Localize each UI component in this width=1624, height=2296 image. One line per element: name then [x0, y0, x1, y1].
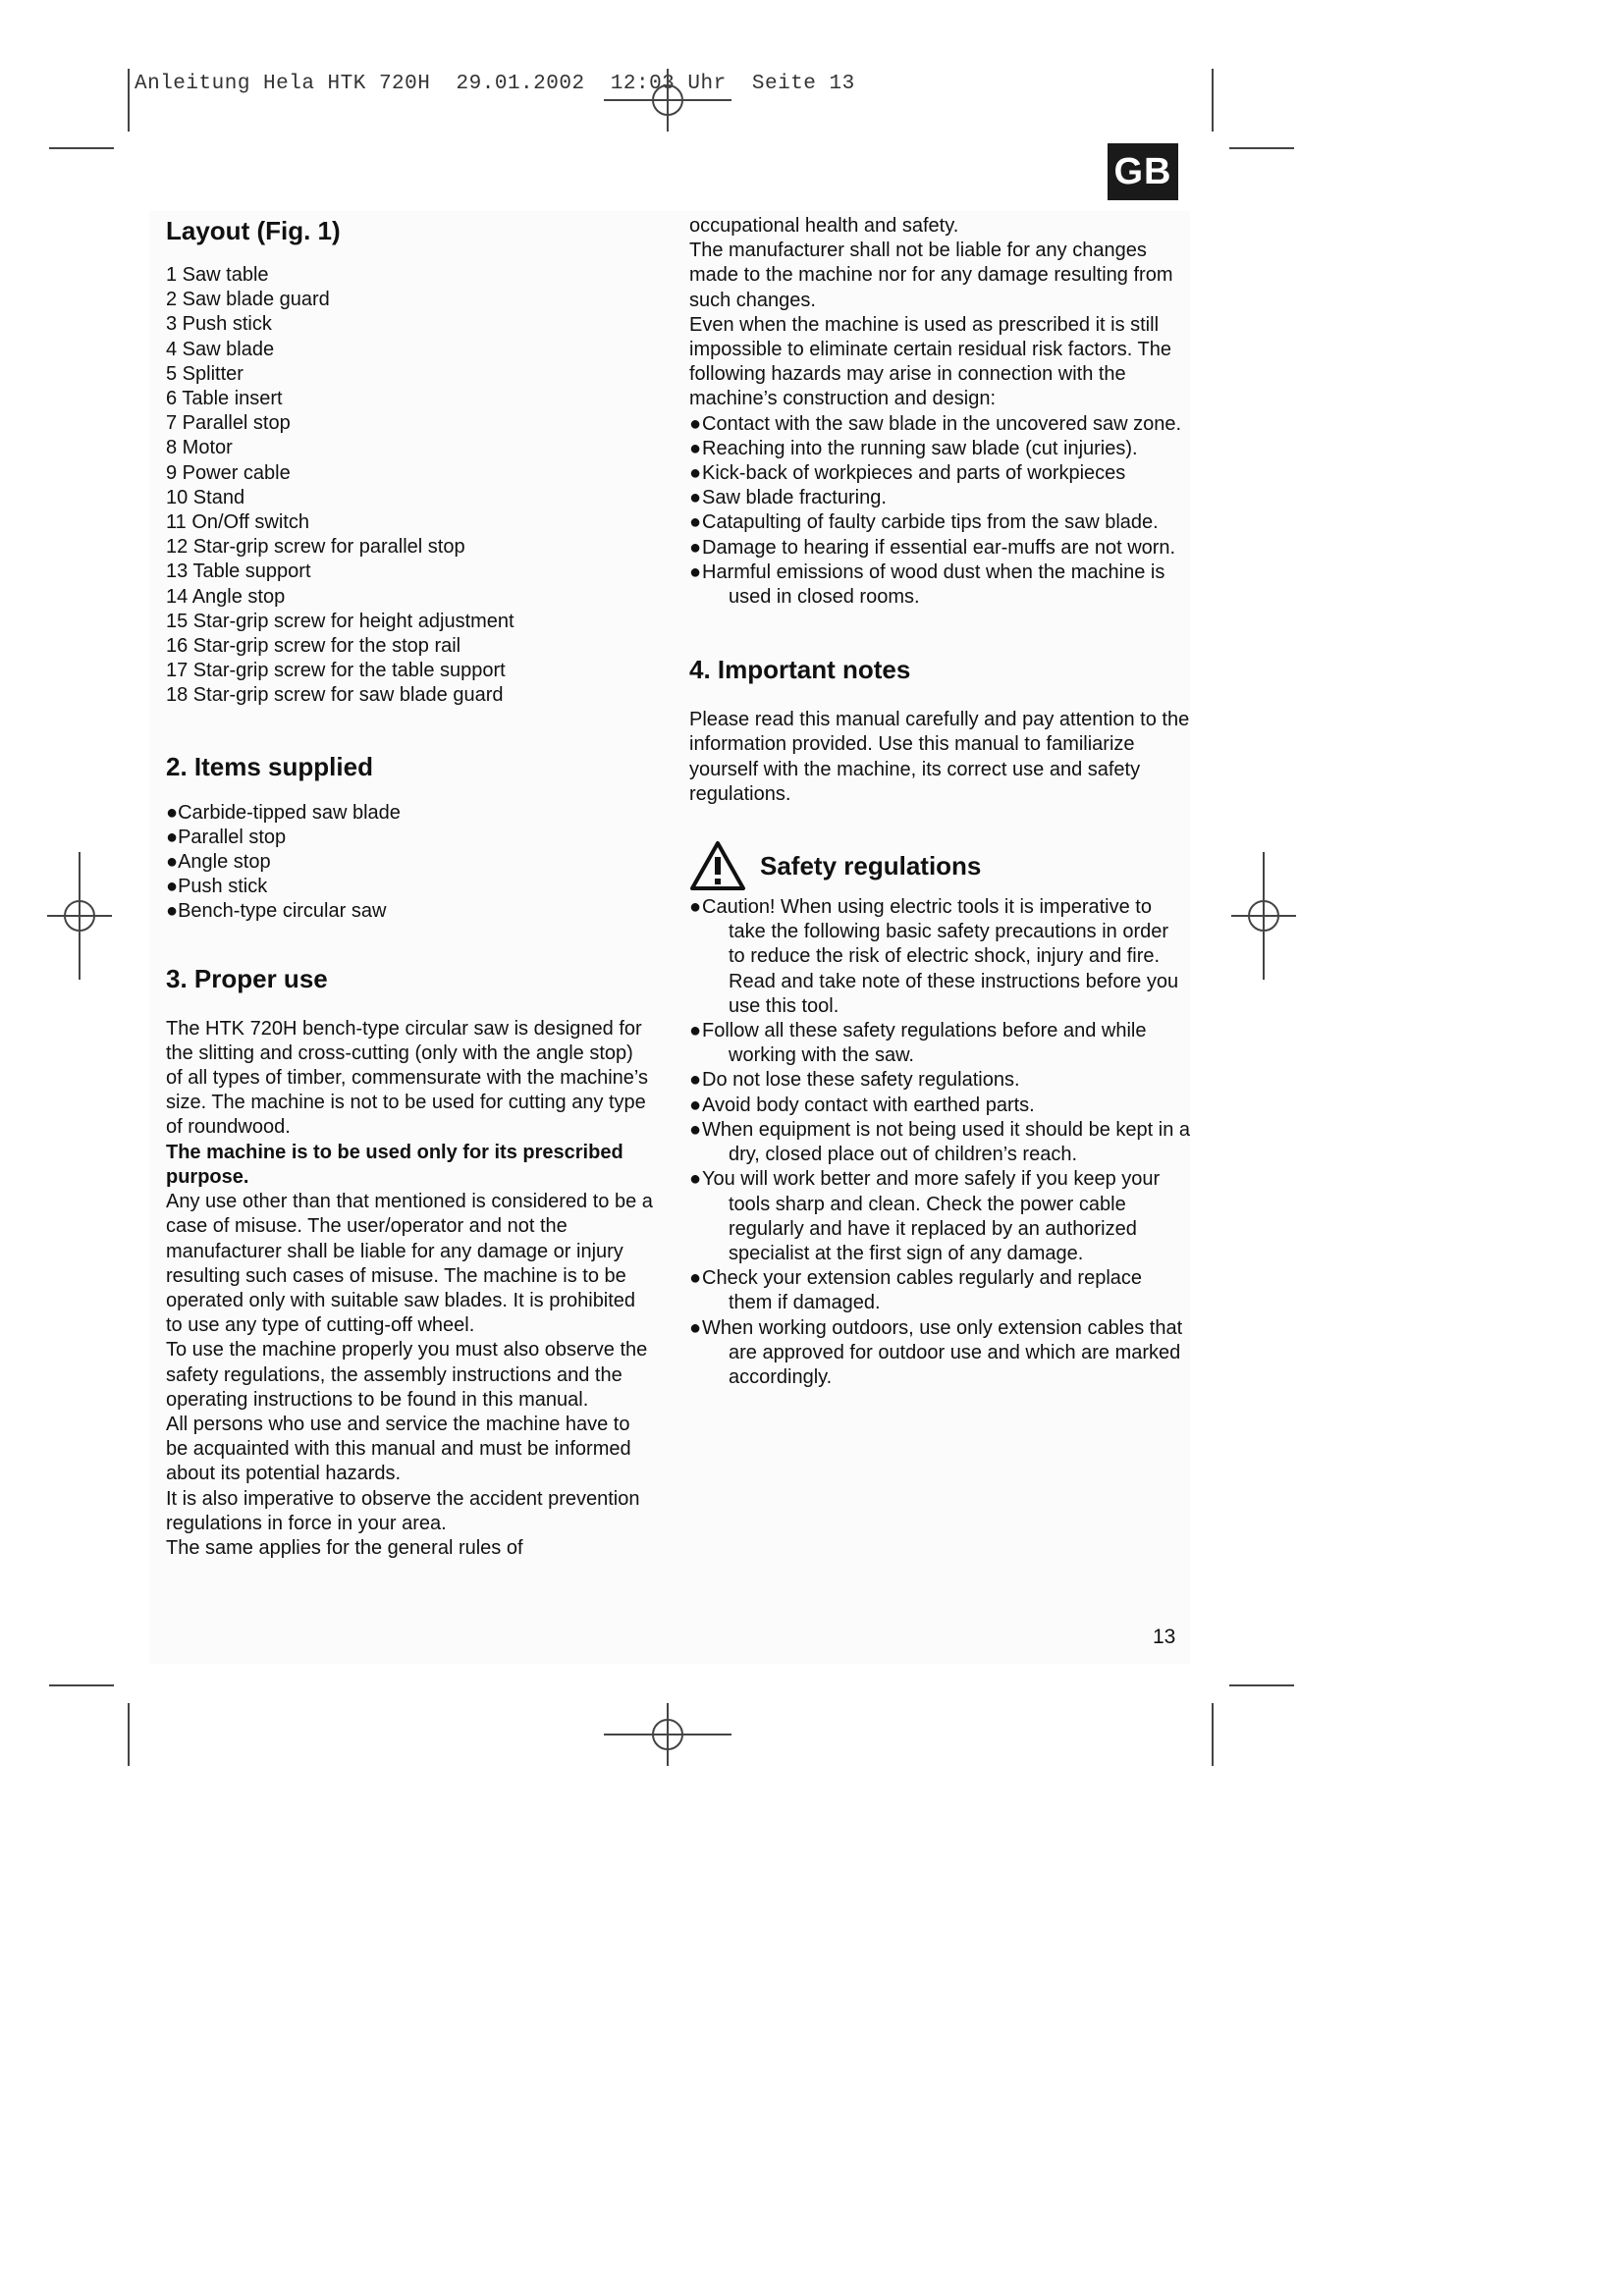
safety-item: ●Follow all these safety regulations before and while working with the saw. — [689, 1020, 1147, 1067]
bullet-icon: ● — [166, 801, 179, 824]
crop-mark — [49, 147, 114, 149]
crop-mark — [49, 1684, 114, 1686]
safety-item: ●Do not lose these safety regulations. — [689, 1068, 1190, 1093]
layout-item: 3 Push stick — [166, 313, 272, 336]
layout-item: 10 Stand — [166, 486, 245, 508]
language-badge: GB — [1108, 143, 1178, 200]
layout-item: 8 Motor — [166, 437, 233, 459]
paragraph: To use the machine properly you must also observe the safety regulations, the assembly instructions and the operating instructions to be found in this manual. — [166, 1339, 648, 1411]
layout-list — [166, 263, 655, 709]
safety-item: ●Avoid body contact with earthed parts. — [689, 1094, 1190, 1118]
safety-item: ●You will work better and more safely if you keep your tools sharp and clean. Check the power cable regularly and have it replaced by an authorized specialist at the first sign of any damage. — [689, 1168, 1161, 1264]
items-supplied-heading: 2. Items supplied — [166, 751, 373, 781]
bullet-icon: ● — [689, 1267, 702, 1290]
bold-paragraph: The machine is to be used only for its prescribed purpose. — [166, 1141, 623, 1188]
paragraph: All persons who use and service the machine have to be acquainted with this manual and must be informed about its potential hazards. — [166, 1413, 631, 1485]
supplied-item: ●Parallel stop — [166, 826, 287, 848]
proper-use-heading: 3. Proper use — [166, 963, 328, 993]
layout-item: 4 Saw blade — [166, 338, 275, 360]
registration-mark — [47, 852, 112, 980]
crop-mark — [1229, 1684, 1294, 1686]
paragraph: The manufacturer shall not be liable for any changes made to the machine nor for any damage resulting from such changes. — [689, 240, 1173, 311]
layout-item: 12 Star-grip screw for parallel stop — [166, 536, 465, 559]
bullet-icon: ● — [689, 1094, 702, 1116]
supplied-item: ●Bench-type circular saw — [166, 900, 387, 923]
bullet-icon: ● — [689, 561, 702, 583]
crop-mark — [128, 69, 130, 132]
layout-item: 18 Star-grip screw for saw blade guard — [166, 684, 504, 707]
supplied-item: ●Angle stop — [166, 851, 271, 874]
print-slug: Anleitung Hela HTK 720H 29.01.2002 12:03 Uhr Seite 13 — [135, 73, 855, 95]
safety-item: ●When working outdoors, use only extension cables that are approved for outdoor use and which are marked accordingly. — [689, 1316, 1183, 1388]
hazard-item: ●Reaching into the running saw blade (cut injuries). — [689, 437, 1190, 461]
paragraph: It is also imperative to observe the accident prevention regulations in force in your area. — [166, 1487, 640, 1534]
bullet-icon: ● — [689, 462, 702, 485]
paragraph: Even when the machine is used as prescribed it is still impossible to eliminate certain residual risk factors. The following hazards may arise in connection with the machine’s construction and design: — [689, 313, 1171, 410]
layout-heading: Layout (Fig. 1) — [166, 216, 341, 245]
safety-item: ●When equipment is not being used it should be kept in a dry, closed place out of children’s reach. — [689, 1118, 1190, 1166]
bullet-icon: ● — [689, 1020, 702, 1042]
supplied-item: ●Carbide-tipped saw blade — [166, 801, 401, 824]
layout-item: 5 Splitter — [166, 362, 244, 385]
layout-item: 14 Angle stop — [166, 585, 286, 608]
safety-heading: Safety regulations — [760, 851, 982, 881]
supplied-item: ●Push stick — [166, 876, 268, 898]
warning-triangle-icon — [689, 840, 746, 891]
bullet-icon: ● — [166, 851, 179, 874]
bullet-icon: ● — [689, 1168, 702, 1191]
layout-item: 17 Star-grip screw for the table support — [166, 660, 506, 682]
safety-heading-row — [689, 840, 1190, 891]
right-column — [689, 214, 1190, 1390]
important-notes-heading: 4. Important notes — [689, 655, 911, 685]
safety-item: ●Check your extension cables regularly and replace them if damaged. — [689, 1267, 1143, 1314]
registration-mark — [604, 69, 731, 132]
layout-item: 7 Parallel stop — [166, 412, 291, 435]
layout-item: 15 Star-grip screw for height adjustment — [166, 610, 514, 632]
proper-use-body — [166, 1017, 655, 1561]
important-notes-text: Please read this manual carefully and pay attention to the information provided. Use this manual to familiarize yourself with the machine, its correct use and safety regulations. — [689, 709, 1190, 805]
bullet-icon: ● — [166, 876, 179, 898]
items-supplied-list — [166, 801, 655, 925]
paragraph: The HTK 720H bench-type circular saw is designed for the slitting and cross-cutting (only with the angle stop) of all types of timber, commensurate with the machine’s size. The machine is not to be used for cutting any type of roundwood. — [166, 1017, 648, 1139]
bullet-icon: ● — [689, 1069, 702, 1092]
hazard-item: ●Saw blade fracturing. — [689, 486, 1190, 510]
layout-item: 16 Star-grip screw for the stop rail — [166, 635, 461, 658]
registration-mark — [604, 1703, 731, 1766]
bullet-icon: ● — [166, 826, 179, 848]
crop-mark — [1212, 69, 1214, 132]
crop-mark — [128, 1703, 130, 1766]
bullet-icon: ● — [689, 536, 702, 559]
crop-mark — [1212, 1703, 1214, 1766]
bullet-icon: ● — [689, 437, 702, 459]
hazard-item: ●Damage to hearing if essential ear-muffs are not worn. — [689, 536, 1190, 561]
hazard-item: ●Contact with the saw blade in the uncovered saw zone. — [689, 412, 1190, 437]
paragraph: Any use other than that mentioned is considered to be a case of misuse. The user/operator and not the manufacturer shall be liable for any damage or injury resulting such cases of misuse. The machine is to be operated only with suitable saw blades. It is prohibited to use any type of cutting-off wheel. — [166, 1191, 653, 1337]
hazard-item: ●Catapulting of faulty carbide tips from the saw blade. — [689, 510, 1190, 535]
safety-list — [689, 895, 1190, 1390]
safety-item: ●Caution! When using electric tools it is imperative to take the following basic safety precautions in order to reduce the risk of electric shock, injury and fire. Read and take note of these instructions before you use this tool. — [689, 896, 1179, 1017]
layout-item: 13 Table support — [166, 561, 311, 583]
layout-item: 1 Saw table — [166, 264, 269, 286]
hazard-item: ●Harmful emissions of wood dust when the machine is used in closed rooms. — [689, 561, 1165, 609]
registration-mark — [1231, 852, 1296, 980]
bullet-icon: ● — [689, 896, 702, 919]
bullet-icon: ● — [689, 511, 702, 534]
bullet-icon: ● — [689, 1118, 702, 1141]
layout-item: 9 Power cable — [166, 461, 291, 484]
bullet-icon: ● — [166, 900, 179, 923]
left-column — [166, 214, 655, 1561]
layout-item: 2 Saw blade guard — [166, 289, 330, 311]
bullet-icon: ● — [689, 412, 702, 435]
hazard-item: ●Kick-back of workpieces and parts of workpieces — [689, 461, 1190, 486]
layout-item: 6 Table insert — [166, 388, 283, 410]
bullet-icon: ● — [689, 1316, 702, 1339]
crop-mark — [1229, 147, 1294, 149]
hazard-list — [689, 412, 1190, 611]
layout-item: 11 On/Off switch — [166, 511, 309, 534]
bullet-icon: ● — [689, 487, 702, 509]
page-number: 13 — [1153, 1626, 1176, 1648]
paragraph: The same applies for the general rules of — [166, 1536, 523, 1559]
paragraph: occupational health and safety. — [689, 215, 959, 237]
